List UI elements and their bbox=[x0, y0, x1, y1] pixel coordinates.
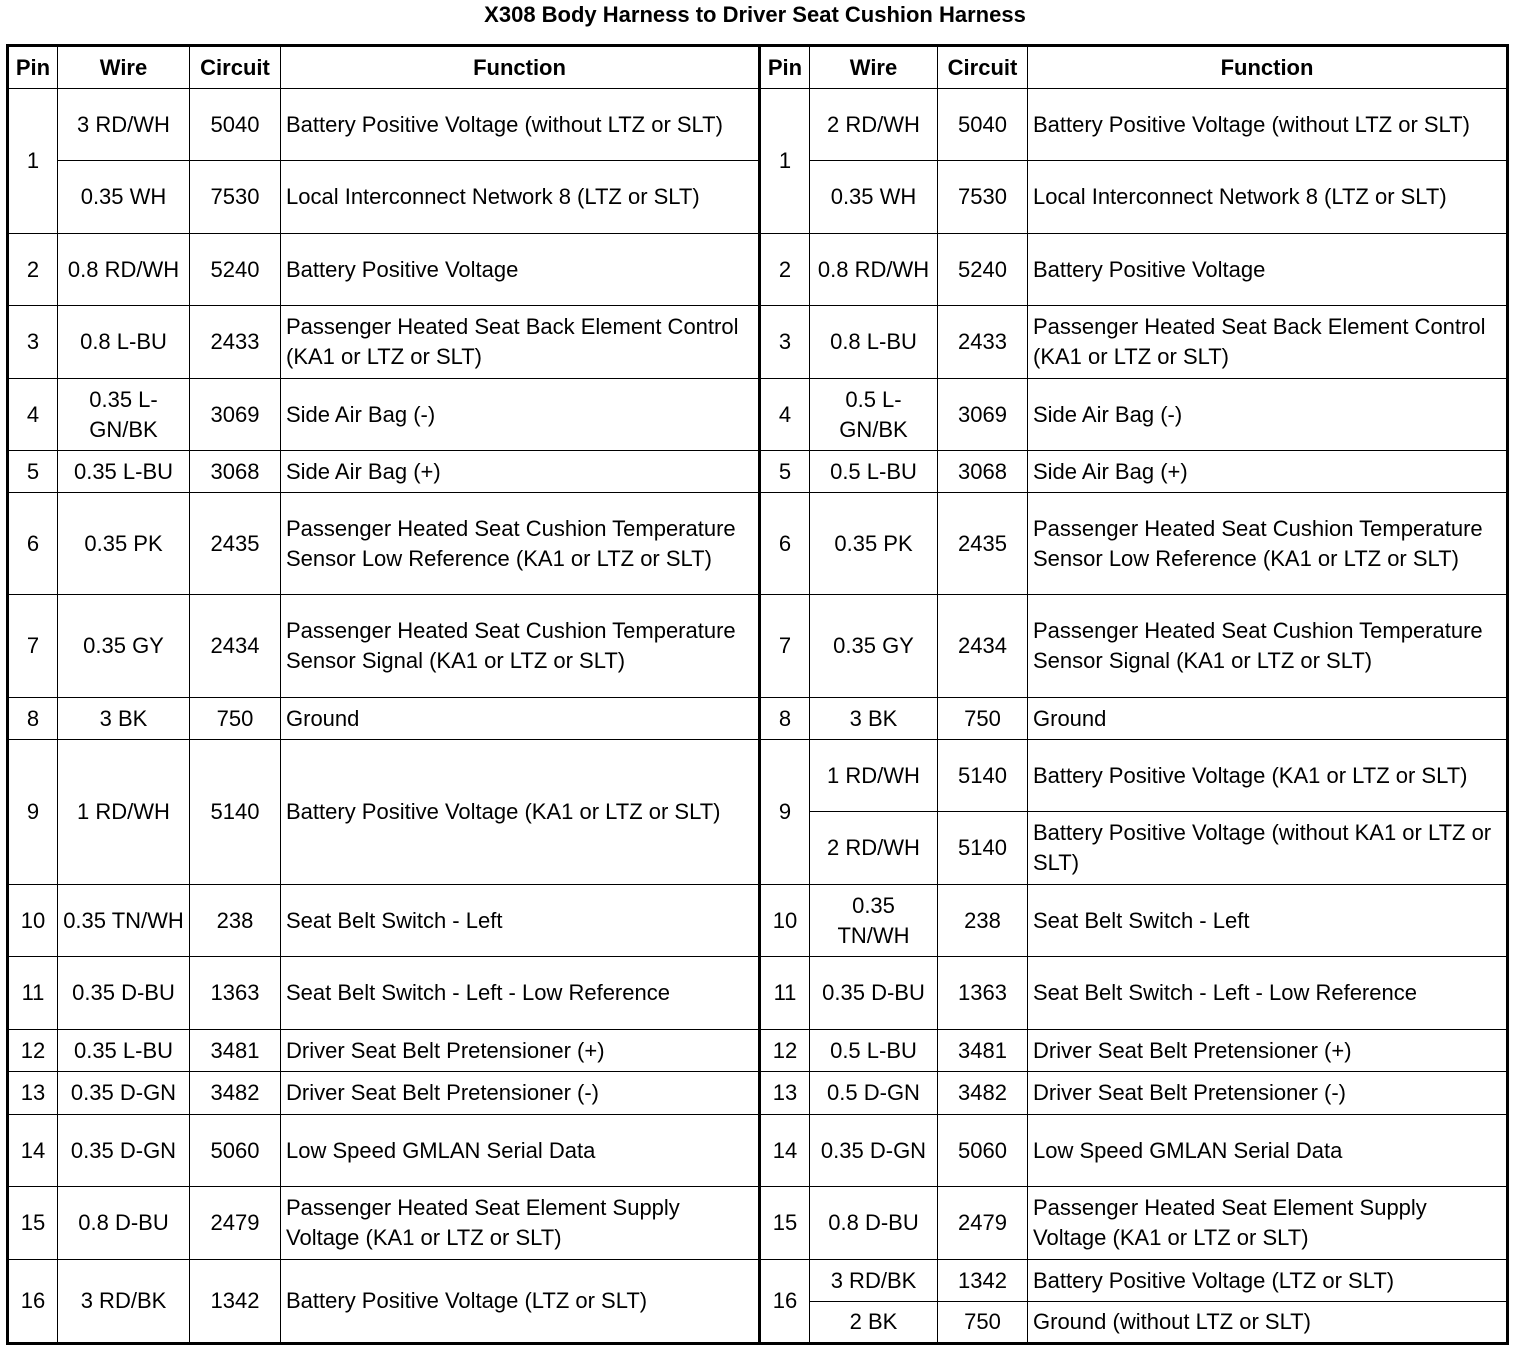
pin-cell: 6 bbox=[8, 493, 58, 595]
function-cell: Driver Seat Belt Pretensioner (+) bbox=[1028, 1030, 1508, 1072]
table-row bbox=[8, 1072, 1508, 1115]
table-row bbox=[8, 957, 1508, 1030]
wire-cell: 0.5 L-GN/BK bbox=[810, 379, 938, 451]
circuit-cell: 5140 bbox=[190, 740, 281, 885]
circuit-cell: 2479 bbox=[190, 1187, 281, 1260]
wire-cell: 2 BK bbox=[810, 1302, 938, 1344]
pin-cell: 11 bbox=[8, 957, 58, 1030]
table-row bbox=[8, 698, 1508, 740]
table-row bbox=[8, 306, 1508, 379]
wire-cell: 3 BK bbox=[810, 698, 938, 740]
pin-cell: 1 bbox=[8, 89, 58, 234]
header-function: Function bbox=[1028, 46, 1508, 89]
function-cell: Passenger Heated Seat Cushion Temperature Sensor Signal (KA1 or LTZ or SLT) bbox=[281, 595, 760, 698]
function-cell: Side Air Bag (-) bbox=[281, 379, 760, 451]
wire-cell: 0.8 D-BU bbox=[58, 1187, 190, 1260]
table-row bbox=[8, 1115, 1508, 1187]
wire-cell: 1 RD/WH bbox=[810, 740, 938, 812]
header-row bbox=[8, 46, 1508, 89]
circuit-cell: 7530 bbox=[938, 161, 1028, 234]
function-cell: Battery Positive Voltage (without LTZ or SLT) bbox=[281, 89, 760, 161]
wire-cell: 0.5 L-BU bbox=[810, 451, 938, 493]
pin-cell: 9 bbox=[760, 740, 810, 885]
wire-cell: 0.8 RD/WH bbox=[58, 234, 190, 306]
table-row bbox=[8, 379, 1508, 451]
pin-cell: 14 bbox=[8, 1115, 58, 1187]
table-row bbox=[8, 885, 1508, 957]
circuit-cell: 5040 bbox=[938, 89, 1028, 161]
function-cell: Passenger Heated Seat Element Supply Voltage (KA1 or LTZ or SLT) bbox=[281, 1187, 760, 1260]
circuit-cell: 5060 bbox=[938, 1115, 1028, 1187]
wire-cell: 3 RD/BK bbox=[810, 1260, 938, 1302]
wire-cell: 0.8 L-BU bbox=[58, 306, 190, 379]
function-cell: Seat Belt Switch - Left - Low Reference bbox=[1028, 957, 1508, 1030]
wire-cell: 3 RD/WH bbox=[58, 89, 190, 161]
wire-cell: 0.35 L-BU bbox=[58, 1030, 190, 1072]
page-title: X308 Body Harness to Driver Seat Cushion Harness bbox=[484, 2, 1026, 27]
pin-cell: 9 bbox=[8, 740, 58, 885]
circuit-cell: 3482 bbox=[190, 1072, 281, 1115]
table-row bbox=[8, 493, 1508, 595]
wire-cell: 0.35 D-GN bbox=[58, 1072, 190, 1115]
wire-cell: 1 RD/WH bbox=[58, 740, 190, 885]
function-cell: Ground bbox=[281, 698, 760, 740]
function-cell: Passenger Heated Seat Cushion Temperature Sensor Low Reference (KA1 or LTZ or SLT) bbox=[1028, 493, 1508, 595]
pin-cell: 16 bbox=[760, 1260, 810, 1344]
function-cell: Driver Seat Belt Pretensioner (+) bbox=[281, 1030, 760, 1072]
function-cell: Battery Positive Voltage bbox=[281, 234, 760, 306]
circuit-cell: 2433 bbox=[190, 306, 281, 379]
pin-cell: 7 bbox=[8, 595, 58, 698]
table-row bbox=[8, 595, 1508, 698]
function-cell: Battery Positive Voltage (LTZ or SLT) bbox=[281, 1260, 760, 1344]
wire-cell: 0.35 D-GN bbox=[810, 1115, 938, 1187]
pin-cell: 3 bbox=[8, 306, 58, 379]
wire-cell: 0.35 TN/WH bbox=[58, 885, 190, 957]
wire-cell: 2 RD/WH bbox=[810, 89, 938, 161]
circuit-cell: 2435 bbox=[190, 493, 281, 595]
table-row bbox=[8, 740, 1508, 812]
pin-cell: 6 bbox=[760, 493, 810, 595]
pin-cell: 2 bbox=[8, 234, 58, 306]
wire-cell: 0.35 GY bbox=[58, 595, 190, 698]
table-row bbox=[8, 234, 1508, 306]
wire-cell: 0.5 D-GN bbox=[810, 1072, 938, 1115]
circuit-cell: 3481 bbox=[938, 1030, 1028, 1072]
function-cell: Passenger Heated Seat Back Element Control (KA1 or LTZ or SLT) bbox=[281, 306, 760, 379]
header-pin: Pin bbox=[760, 46, 810, 89]
header-circuit: Circuit bbox=[938, 46, 1028, 89]
function-cell: Driver Seat Belt Pretensioner (-) bbox=[1028, 1072, 1508, 1115]
pinout-table bbox=[6, 44, 1509, 1345]
function-cell: Battery Positive Voltage bbox=[1028, 234, 1508, 306]
wire-cell: 0.35 L-GN/BK bbox=[58, 379, 190, 451]
pin-cell: 14 bbox=[760, 1115, 810, 1187]
pin-cell: 5 bbox=[760, 451, 810, 493]
pin-cell: 16 bbox=[8, 1260, 58, 1344]
circuit-cell: 3068 bbox=[190, 451, 281, 493]
pin-cell: 4 bbox=[8, 379, 58, 451]
wire-cell: 0.35 TN/WH bbox=[810, 885, 938, 957]
table-row bbox=[8, 451, 1508, 493]
function-cell: Side Air Bag (-) bbox=[1028, 379, 1508, 451]
pin-cell: 1 bbox=[760, 89, 810, 234]
pin-cell: 2 bbox=[760, 234, 810, 306]
function-cell: Driver Seat Belt Pretensioner (-) bbox=[281, 1072, 760, 1115]
wire-cell: 0.35 GY bbox=[810, 595, 938, 698]
circuit-cell: 3068 bbox=[938, 451, 1028, 493]
wire-cell: 0.35 D-BU bbox=[58, 957, 190, 1030]
table-row bbox=[8, 161, 1508, 234]
pin-cell: 7 bbox=[760, 595, 810, 698]
wire-cell: 0.35 D-GN bbox=[58, 1115, 190, 1187]
wire-cell: 0.35 PK bbox=[58, 493, 190, 595]
function-cell: Ground (without LTZ or SLT) bbox=[1028, 1302, 1508, 1344]
header-pin: Pin bbox=[8, 46, 58, 89]
wire-cell: 0.35 L-BU bbox=[58, 451, 190, 493]
circuit-cell: 5060 bbox=[190, 1115, 281, 1187]
circuit-cell: 3069 bbox=[190, 379, 281, 451]
pin-cell: 4 bbox=[760, 379, 810, 451]
pin-cell: 3 bbox=[760, 306, 810, 379]
wire-cell: 0.5 L-BU bbox=[810, 1030, 938, 1072]
function-cell: Low Speed GMLAN Serial Data bbox=[281, 1115, 760, 1187]
table-row bbox=[8, 1030, 1508, 1072]
circuit-cell: 1342 bbox=[938, 1260, 1028, 1302]
function-cell: Low Speed GMLAN Serial Data bbox=[1028, 1115, 1508, 1187]
function-cell: Ground bbox=[1028, 698, 1508, 740]
function-cell: Side Air Bag (+) bbox=[1028, 451, 1508, 493]
function-cell: Seat Belt Switch - Left - Low Reference bbox=[281, 957, 760, 1030]
function-cell: Passenger Heated Seat Back Element Control (KA1 or LTZ or SLT) bbox=[1028, 306, 1508, 379]
function-cell: Battery Positive Voltage (without LTZ or SLT) bbox=[1028, 89, 1508, 161]
wire-cell: 0.35 WH bbox=[810, 161, 938, 234]
circuit-cell: 750 bbox=[938, 698, 1028, 740]
table-row bbox=[8, 1187, 1508, 1260]
wire-cell: 0.8 RD/WH bbox=[810, 234, 938, 306]
function-cell: Seat Belt Switch - Left bbox=[1028, 885, 1508, 957]
wire-cell: 0.35 WH bbox=[58, 161, 190, 234]
function-cell: Passenger Heated Seat Cushion Temperature Sensor Signal (KA1 or LTZ or SLT) bbox=[1028, 595, 1508, 698]
circuit-cell: 5140 bbox=[938, 812, 1028, 885]
table-row bbox=[8, 1260, 1508, 1302]
wire-cell: 2 RD/WH bbox=[810, 812, 938, 885]
header-wire: Wire bbox=[58, 46, 190, 89]
function-cell: Passenger Heated Seat Cushion Temperature Sensor Low Reference (KA1 or LTZ or SLT) bbox=[281, 493, 760, 595]
circuit-cell: 3482 bbox=[938, 1072, 1028, 1115]
function-cell: Local Interconnect Network 8 (LTZ or SLT) bbox=[1028, 161, 1508, 234]
function-cell: Battery Positive Voltage (KA1 or LTZ or SLT) bbox=[1028, 740, 1508, 812]
function-cell: Battery Positive Voltage (KA1 or LTZ or SLT) bbox=[281, 740, 760, 885]
pin-cell: 13 bbox=[8, 1072, 58, 1115]
circuit-cell: 238 bbox=[938, 885, 1028, 957]
function-cell: Battery Positive Voltage (without KA1 or LTZ or SLT) bbox=[1028, 812, 1508, 885]
pin-cell: 8 bbox=[8, 698, 58, 740]
wire-cell: 3 BK bbox=[58, 698, 190, 740]
table-row bbox=[8, 89, 1508, 161]
pin-cell: 12 bbox=[760, 1030, 810, 1072]
wire-cell: 0.35 PK bbox=[810, 493, 938, 595]
pin-cell: 8 bbox=[760, 698, 810, 740]
circuit-cell: 750 bbox=[190, 698, 281, 740]
circuit-cell: 1363 bbox=[938, 957, 1028, 1030]
pin-cell: 13 bbox=[760, 1072, 810, 1115]
pin-cell: 11 bbox=[760, 957, 810, 1030]
wire-cell: 3 RD/BK bbox=[58, 1260, 190, 1344]
circuit-cell: 750 bbox=[938, 1302, 1028, 1344]
function-cell: Side Air Bag (+) bbox=[281, 451, 760, 493]
circuit-cell: 5140 bbox=[938, 740, 1028, 812]
circuit-cell: 2479 bbox=[938, 1187, 1028, 1260]
pin-cell: 10 bbox=[760, 885, 810, 957]
header-circuit: Circuit bbox=[190, 46, 281, 89]
circuit-cell: 2433 bbox=[938, 306, 1028, 379]
pin-cell: 15 bbox=[760, 1187, 810, 1260]
function-cell: Local Interconnect Network 8 (LTZ or SLT) bbox=[281, 161, 760, 234]
header-wire: Wire bbox=[810, 46, 938, 89]
circuit-cell: 2434 bbox=[190, 595, 281, 698]
circuit-cell: 5040 bbox=[190, 89, 281, 161]
circuit-cell: 1363 bbox=[190, 957, 281, 1030]
circuit-cell: 5240 bbox=[938, 234, 1028, 306]
circuit-cell: 3069 bbox=[938, 379, 1028, 451]
wire-cell: 0.8 D-BU bbox=[810, 1187, 938, 1260]
header-function: Function bbox=[281, 46, 760, 89]
function-cell: Battery Positive Voltage (LTZ or SLT) bbox=[1028, 1260, 1508, 1302]
function-cell: Passenger Heated Seat Element Supply Voltage (KA1 or LTZ or SLT) bbox=[1028, 1187, 1508, 1260]
pin-cell: 5 bbox=[8, 451, 58, 493]
wire-cell: 0.8 L-BU bbox=[810, 306, 938, 379]
wire-cell: 0.35 D-BU bbox=[810, 957, 938, 1030]
circuit-cell: 2434 bbox=[938, 595, 1028, 698]
circuit-cell: 2435 bbox=[938, 493, 1028, 595]
circuit-cell: 1342 bbox=[190, 1260, 281, 1344]
function-cell: Seat Belt Switch - Left bbox=[281, 885, 760, 957]
circuit-cell: 3481 bbox=[190, 1030, 281, 1072]
circuit-cell: 7530 bbox=[190, 161, 281, 234]
circuit-cell: 238 bbox=[190, 885, 281, 957]
pin-cell: 15 bbox=[8, 1187, 58, 1260]
circuit-cell: 5240 bbox=[190, 234, 281, 306]
pin-cell: 10 bbox=[8, 885, 58, 957]
pin-cell: 12 bbox=[8, 1030, 58, 1072]
